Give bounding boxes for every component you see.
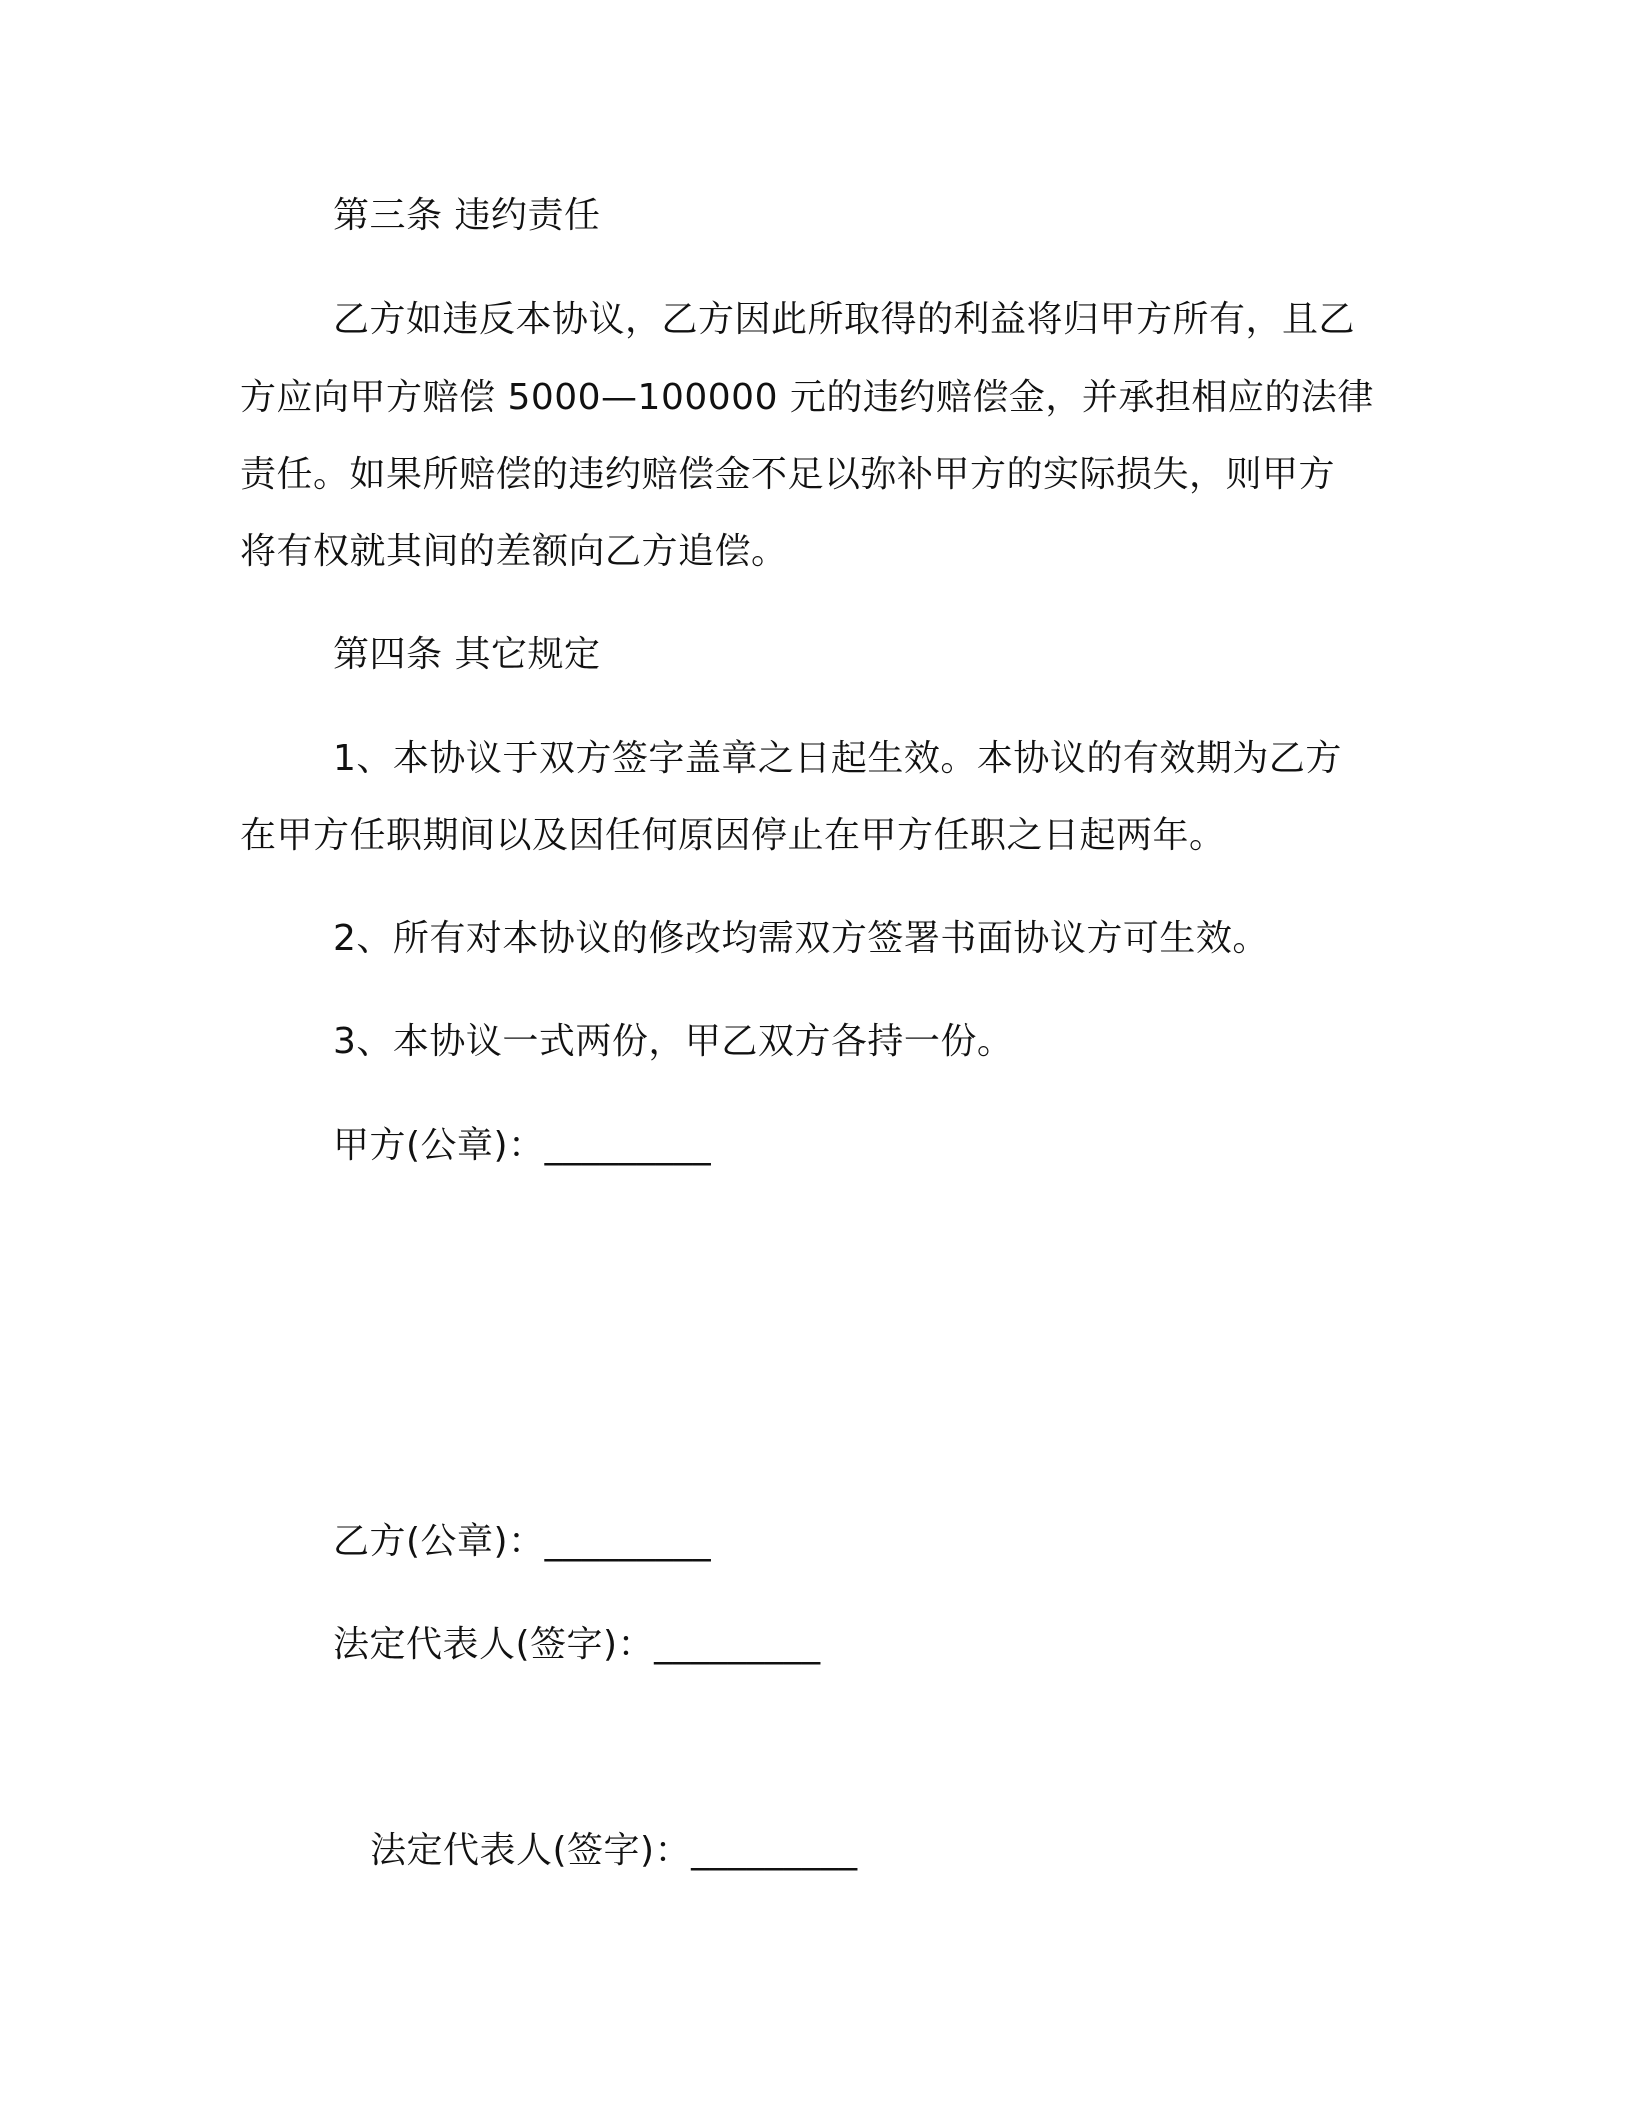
article-4-item-1-line-2: 在甲方任职期间以及因任何原因停止在甲方任职之日起两年。 [240,815,1226,856]
article-3-line-4: 将有权就其间的差额向乙方追偿。 [240,531,788,572]
article-4-item-1-line-1: 1、本协议于双方签字盖章之日起生效。本协议的有效期为乙方 [333,738,1342,779]
article-3-heading: 第三条 违约责任 [333,195,601,236]
party-a-seal-line: 甲方(公章)：_________ [333,1125,712,1166]
legal-rep-signature-line-1: 法定代表人(签字)：_________ [333,1624,821,1665]
article-4-heading: 第四条 其它规定 [333,634,601,675]
article-3-line-1: 乙方如违反本协议，乙方因此所取得的利益将归甲方所有，且乙 [333,299,1356,340]
party-b-seal-line: 乙方(公章)：_________ [333,1521,712,1562]
article-3-line-3: 责任。如果所赔偿的违约赔偿金不足以弥补甲方的实际损失，则甲方 [240,454,1336,495]
legal-rep-signature-line-2: 法定代表人(签字)：_________ [370,1830,858,1871]
article-4-item-2: 2、所有对本协议的修改均需双方签署书面协议方可生效。 [333,918,1269,959]
article-3-line-2: 方应向甲方赔偿 5000—100000 元的违约赔偿金，并承担相应的法律 [240,377,1374,418]
article-4-item-3: 3、本协议一式两份，甲乙双方各持一份。 [333,1021,1014,1062]
